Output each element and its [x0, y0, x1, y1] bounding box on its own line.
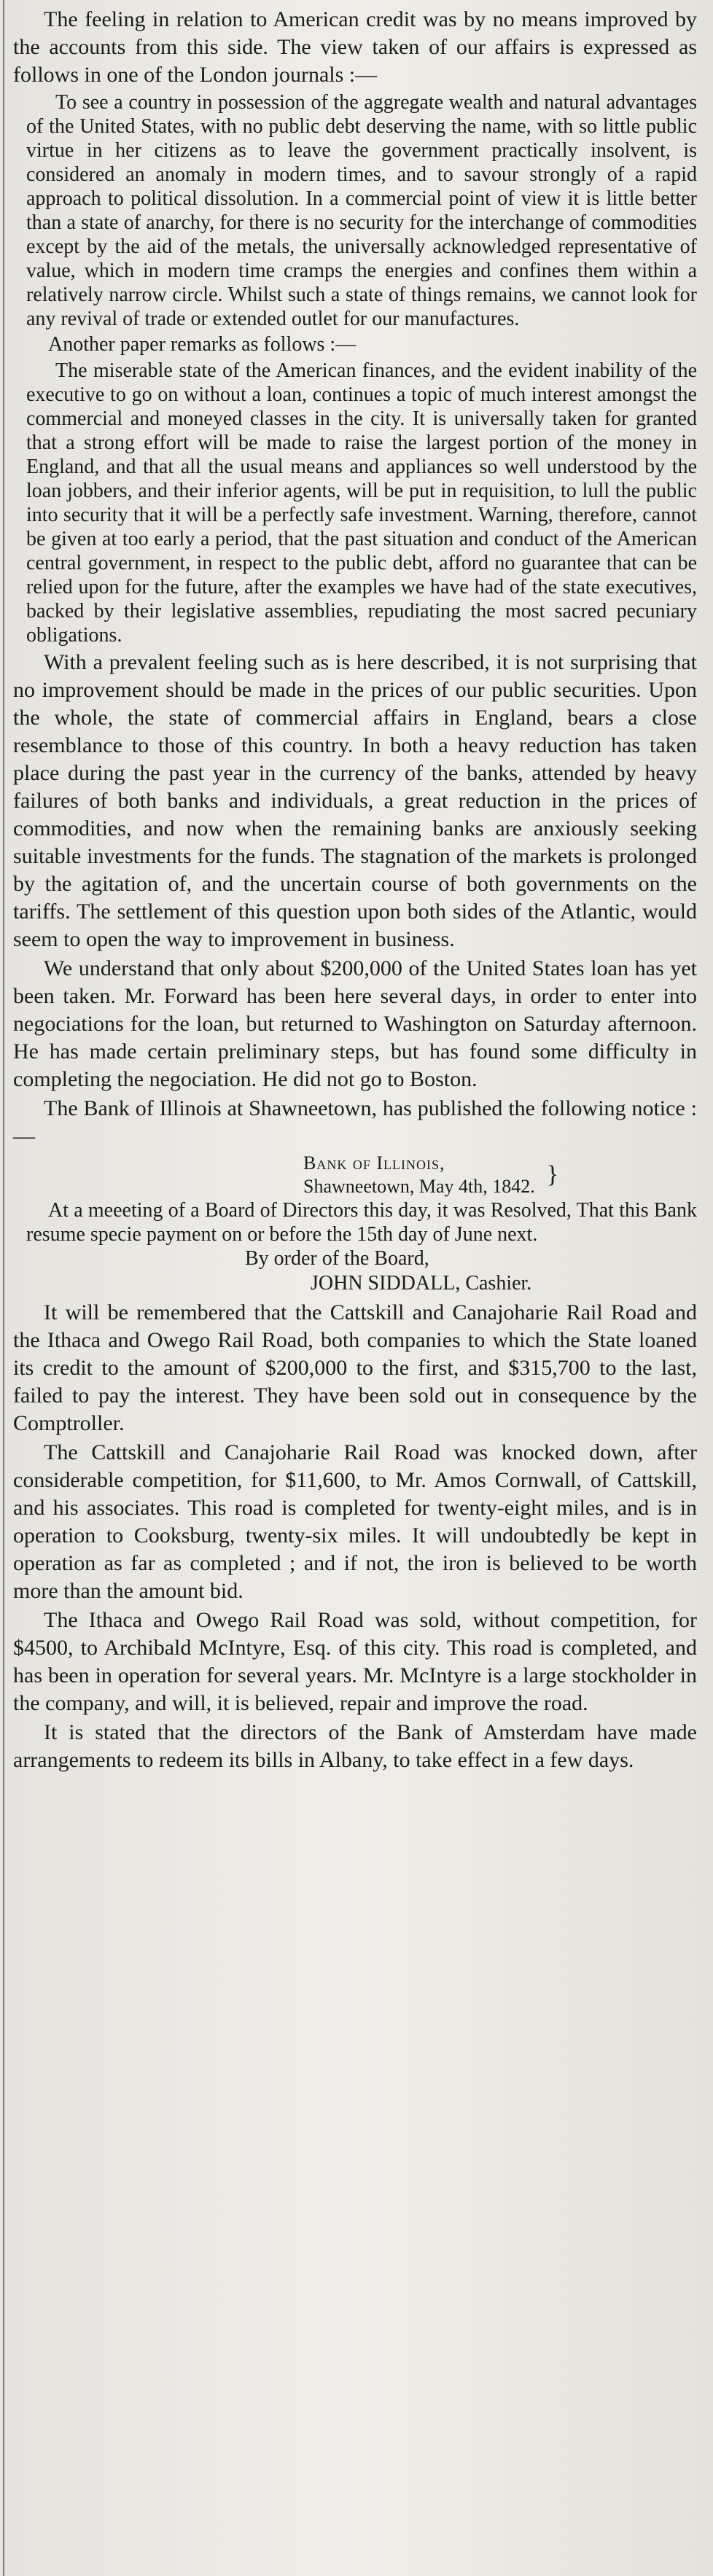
paragraph-rail-roads: It will be remembered that the Cattskill and Canajoharie Rail Road and the Ithaca and Owego Rail Road, both companies to which the State loaned its credit to the amount of $200,000 to the first, and $315,700 to the last, failed to pay the interest. They have been sold out in consequence by the Comptroller.: [13, 1300, 697, 1435]
notice-order: By order of the Board,: [245, 1247, 429, 1270]
paragraph-united-states-loan: We understand that only about $200,000 of the United States loan has yet been taken. Mr. Forward has been here several days, in order to enter into negociations for the loan, but returned to Washington on Saturday afternoon. He has made certain preliminary steps, but has found some difficulty in completing the negociation. He did not go to Boston.: [13, 956, 697, 1091]
paragraph-bank-of-illinois: The Bank of Illinois at Shawneetown, has published the following notice :—: [13, 1096, 697, 1148]
quote-london-journal: To see a country in possession of the aggregate wealth and natural advantages of the United States, with no public debt deserving the name, with so little public virtue in her citizens as to leave the government practically insolvent, is considered an anomaly in modern times, and to savour strongly of a rapid approach to political dissolution. In a commercial point of view it is little better than a state of anarchy, for there is no security for the interchange of commodities except by the aid of the metals, the universally acknowledged representative of value, which in modern time cramps the energies and confines them within a relatively narrow circle. Whilst such a state of things remains, we cannot look for any revival of trade or extended outlet for our manufactures.: [26, 91, 697, 330]
paragraph-american-credit: The feeling in relation to American credit was by no means improved by the accounts from this side. The view taken of our affairs is expressed as follows in one of the London journals :—: [13, 7, 697, 87]
notice-heading: [26, 1152, 697, 1198]
notice-signature: JOHN SIDDALL, Cashier.: [311, 1272, 532, 1295]
notice-body: At a meeeting of a Board of Directors this day, it was Resolved, That this Bank resume specie payment on or before the 15th day of June next.: [26, 1199, 697, 1246]
column-rule: [3, 0, 4, 2576]
notice-bank-name: Bank of Illinois,: [303, 1152, 445, 1174]
brace-glyph: }: [546, 1161, 559, 1188]
paragraph-prevalent-feeling: With a prevalent feeling such as is here described, it is not surprising that no improvement should be made in the prices of our public securities. Upon the whole, the state of commercial affairs in England, bears a close resemblance to those of this country. In both a heavy reduction has taken place during the past year in the currency of the banks, attended by heavy failures of both banks and individuals, a great reduction in the prices of commodities, and now when the remaining banks are anxiously seeking suitable investments for the funds. The stagnation of the markets is prolonged by the agitation of, and the uncertain course of both governments on the tariffs. The settlement of this question upon both sides of the Atlantic, would seem to open the way to improvement in business.: [13, 650, 697, 951]
quote-american-finances: The miserable state of the American finances, and the evident inability of the executive to go on without a loan, continues a topic of much interest amongst the commercial and moneyed classes in the city. It is universally taken for granted that a strong effort will be made to raise the largest portion of the money in England, and that all the usual means and appliances so well understood by the loan jobbers, and their inferior agents, will be put in requisition, to lull the public into security that it will be a perfectly safe investment. Warning, therefore, cannot be given at too early a period, that the past situation and conduct of the American central government, in respect to the public debt, afford no guarantee that can be relied upon for the future, after the examples we have had of the state executives, backed by their legislative assemblies, repudiating the most sacred pecuniary obligations.: [26, 359, 697, 647]
paragraph-another-paper: Another paper remarks as follows :—: [48, 333, 356, 356]
notice-place-date: Shawneetown, May 4th, 1842.: [303, 1176, 535, 1197]
paragraph-cattskill-sale: The Cattskill and Canajoharie Rail Road was knocked down, after considerable competition, for $11,600, to Mr. Amos Cornwall, of Cattskill, and his associates. This road is completed for twenty-eight miles, and is in operation to Cooksburg, twenty-six miles. It will undoubtedly be kept in operation as far as completed ; and if not, the iron is believed to be worth more than the amount bid.: [13, 1440, 697, 1603]
bank-notice: [13, 1152, 697, 1296]
paragraph-ithaca-sale: The Ithaca and Owego Rail Road was sold, without competition, for $4500, to Archibald McIntyre, Esq. of this city. This road is completed, and has been in operation for several years. Mr. McIntyre is a large stockholder in the company, and will, it is believed, repair and improve the road.: [13, 1608, 697, 1715]
paragraph-bank-of-amsterdam: It is stated that the directors of the Bank of Amsterdam have made arrangements to redeem its bills in Albany, to take effect in a few days.: [13, 1720, 697, 1772]
